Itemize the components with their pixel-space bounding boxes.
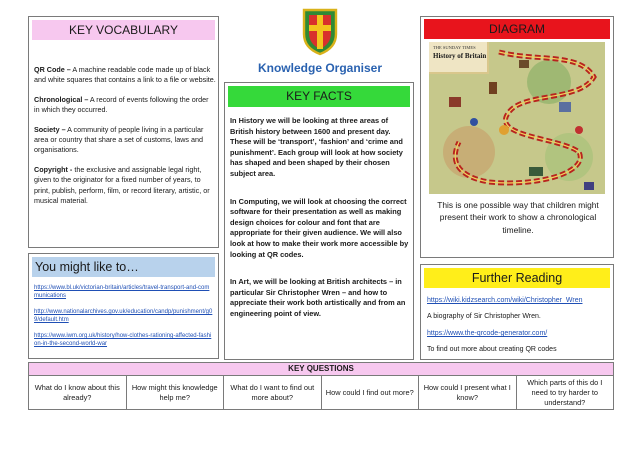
vocab-term: QR Code – xyxy=(34,65,71,74)
questions-title: KEY QUESTIONS xyxy=(288,364,354,373)
fact-art: In Art, we will be looking at British architects – in particular Sir Christopher Wren – and how to appreciate their work both artistically and from an engineering point of view. xyxy=(230,277,406,318)
vocab-definition: the exclusive and assignable legal right, given to the originator for a fixed number of years, to print, publish, perform, film, or record literary, artistic, or musical material. xyxy=(34,164,210,206)
might-like-header xyxy=(32,257,215,277)
reading-panel xyxy=(420,264,614,360)
might-like-title: You might like to… xyxy=(35,260,139,274)
vocab-definition: A community of people living in a particular area or country that share a set of customs, laws and organisations. xyxy=(34,124,204,155)
reading-title: Further Reading xyxy=(471,271,563,285)
diagram-title: DIAGRAM xyxy=(488,22,545,36)
facts-panel xyxy=(224,82,414,360)
link-christopher-wren[interactable]: https://wiki.kidzsearch.com/wiki/Christopher_Wren xyxy=(427,297,583,304)
vocab-term: Copyright - xyxy=(34,164,73,174)
reading-desc-qrcode: To find out more about creating QR codes xyxy=(427,346,557,353)
page-title: Knowledge Organiser xyxy=(257,61,383,75)
poster-title-top: THE SUNDAY TIMES xyxy=(433,45,476,50)
vocabulary-title: KEY VOCABULARY xyxy=(69,23,178,37)
link-qrcode-generator[interactable]: https://www.the-qrcode-generator.com/ xyxy=(427,330,548,337)
vocab-item xyxy=(34,125,216,156)
question-cell: Which parts of this do I need to try harder to understand? xyxy=(517,376,615,410)
diagram-header xyxy=(424,19,610,39)
might-like-links xyxy=(34,285,214,358)
link-iwm-clothes-rationing[interactable]: https://www.iwm.org.uk/history/how-clothes-rationing-affected-fashion-in-the-second-world-war xyxy=(34,333,212,347)
vocabulary-list xyxy=(34,65,216,215)
facts-body xyxy=(230,116,411,337)
vocab-item xyxy=(34,95,216,116)
question-cell: What do I want to find out more about? xyxy=(224,376,322,410)
vocab-term: Society – xyxy=(34,124,66,134)
diagram-caption: This is one possible way that children might present their work to show a chronological timeline. xyxy=(437,200,599,235)
reading-header xyxy=(424,268,610,288)
link-victorian-transport[interactable]: https://www.bl.uk/victorian-britain/articles/travel-transport-and-communications xyxy=(34,285,210,299)
fact-history: In History we will be looking at three areas of British history between 1600 and present day. These will be ‘transport’, ‘fashion’ and ‘crime and punishment’. Each group will look at how society has shaped and been shaped by their chosen subject area. xyxy=(230,116,403,178)
vocab-item xyxy=(34,65,216,86)
link-national-archives[interactable]: http://www.nationalarchives.gov.uk/education/candp/punishment/g09/default.htm xyxy=(34,309,213,323)
question-cell: How could I present what I know? xyxy=(419,376,517,410)
vocab-definition: A record of events following the order in which they occurred. xyxy=(34,94,209,115)
facts-title: KEY FACTS xyxy=(286,89,352,103)
school-crest-icon xyxy=(302,8,338,56)
vocab-term: Chronological – xyxy=(34,94,89,104)
might-like-panel xyxy=(28,253,219,359)
vocabulary-panel xyxy=(28,16,219,248)
questions-table xyxy=(28,376,614,410)
question-cell: How might this knowledge help me? xyxy=(127,376,225,410)
vocab-item xyxy=(34,165,216,207)
reading-body xyxy=(427,296,611,354)
vocabulary-header xyxy=(32,20,215,40)
vocab-definition: A machine readable code made up of black and white squares that contains a link to a file or website. xyxy=(34,65,216,85)
facts-header xyxy=(228,86,410,107)
poster-title-main: History of Britain xyxy=(433,52,487,60)
question-cell: How could I find out more? xyxy=(322,376,420,410)
fact-computing: In Computing, we will look at choosing the correct software for their presentation as well as making design choices for colour and font that are appropriate for their given audience. We will also look at how to make their work more accessible by looking at QR codes. xyxy=(230,196,409,259)
reading-desc-wren: A biography of Sir Christopher Wren. xyxy=(427,313,541,320)
questions-header xyxy=(28,362,614,376)
timeline-poster-image xyxy=(429,42,605,194)
diagram-panel xyxy=(420,16,614,258)
question-cell: What do I know about this already? xyxy=(29,376,127,410)
